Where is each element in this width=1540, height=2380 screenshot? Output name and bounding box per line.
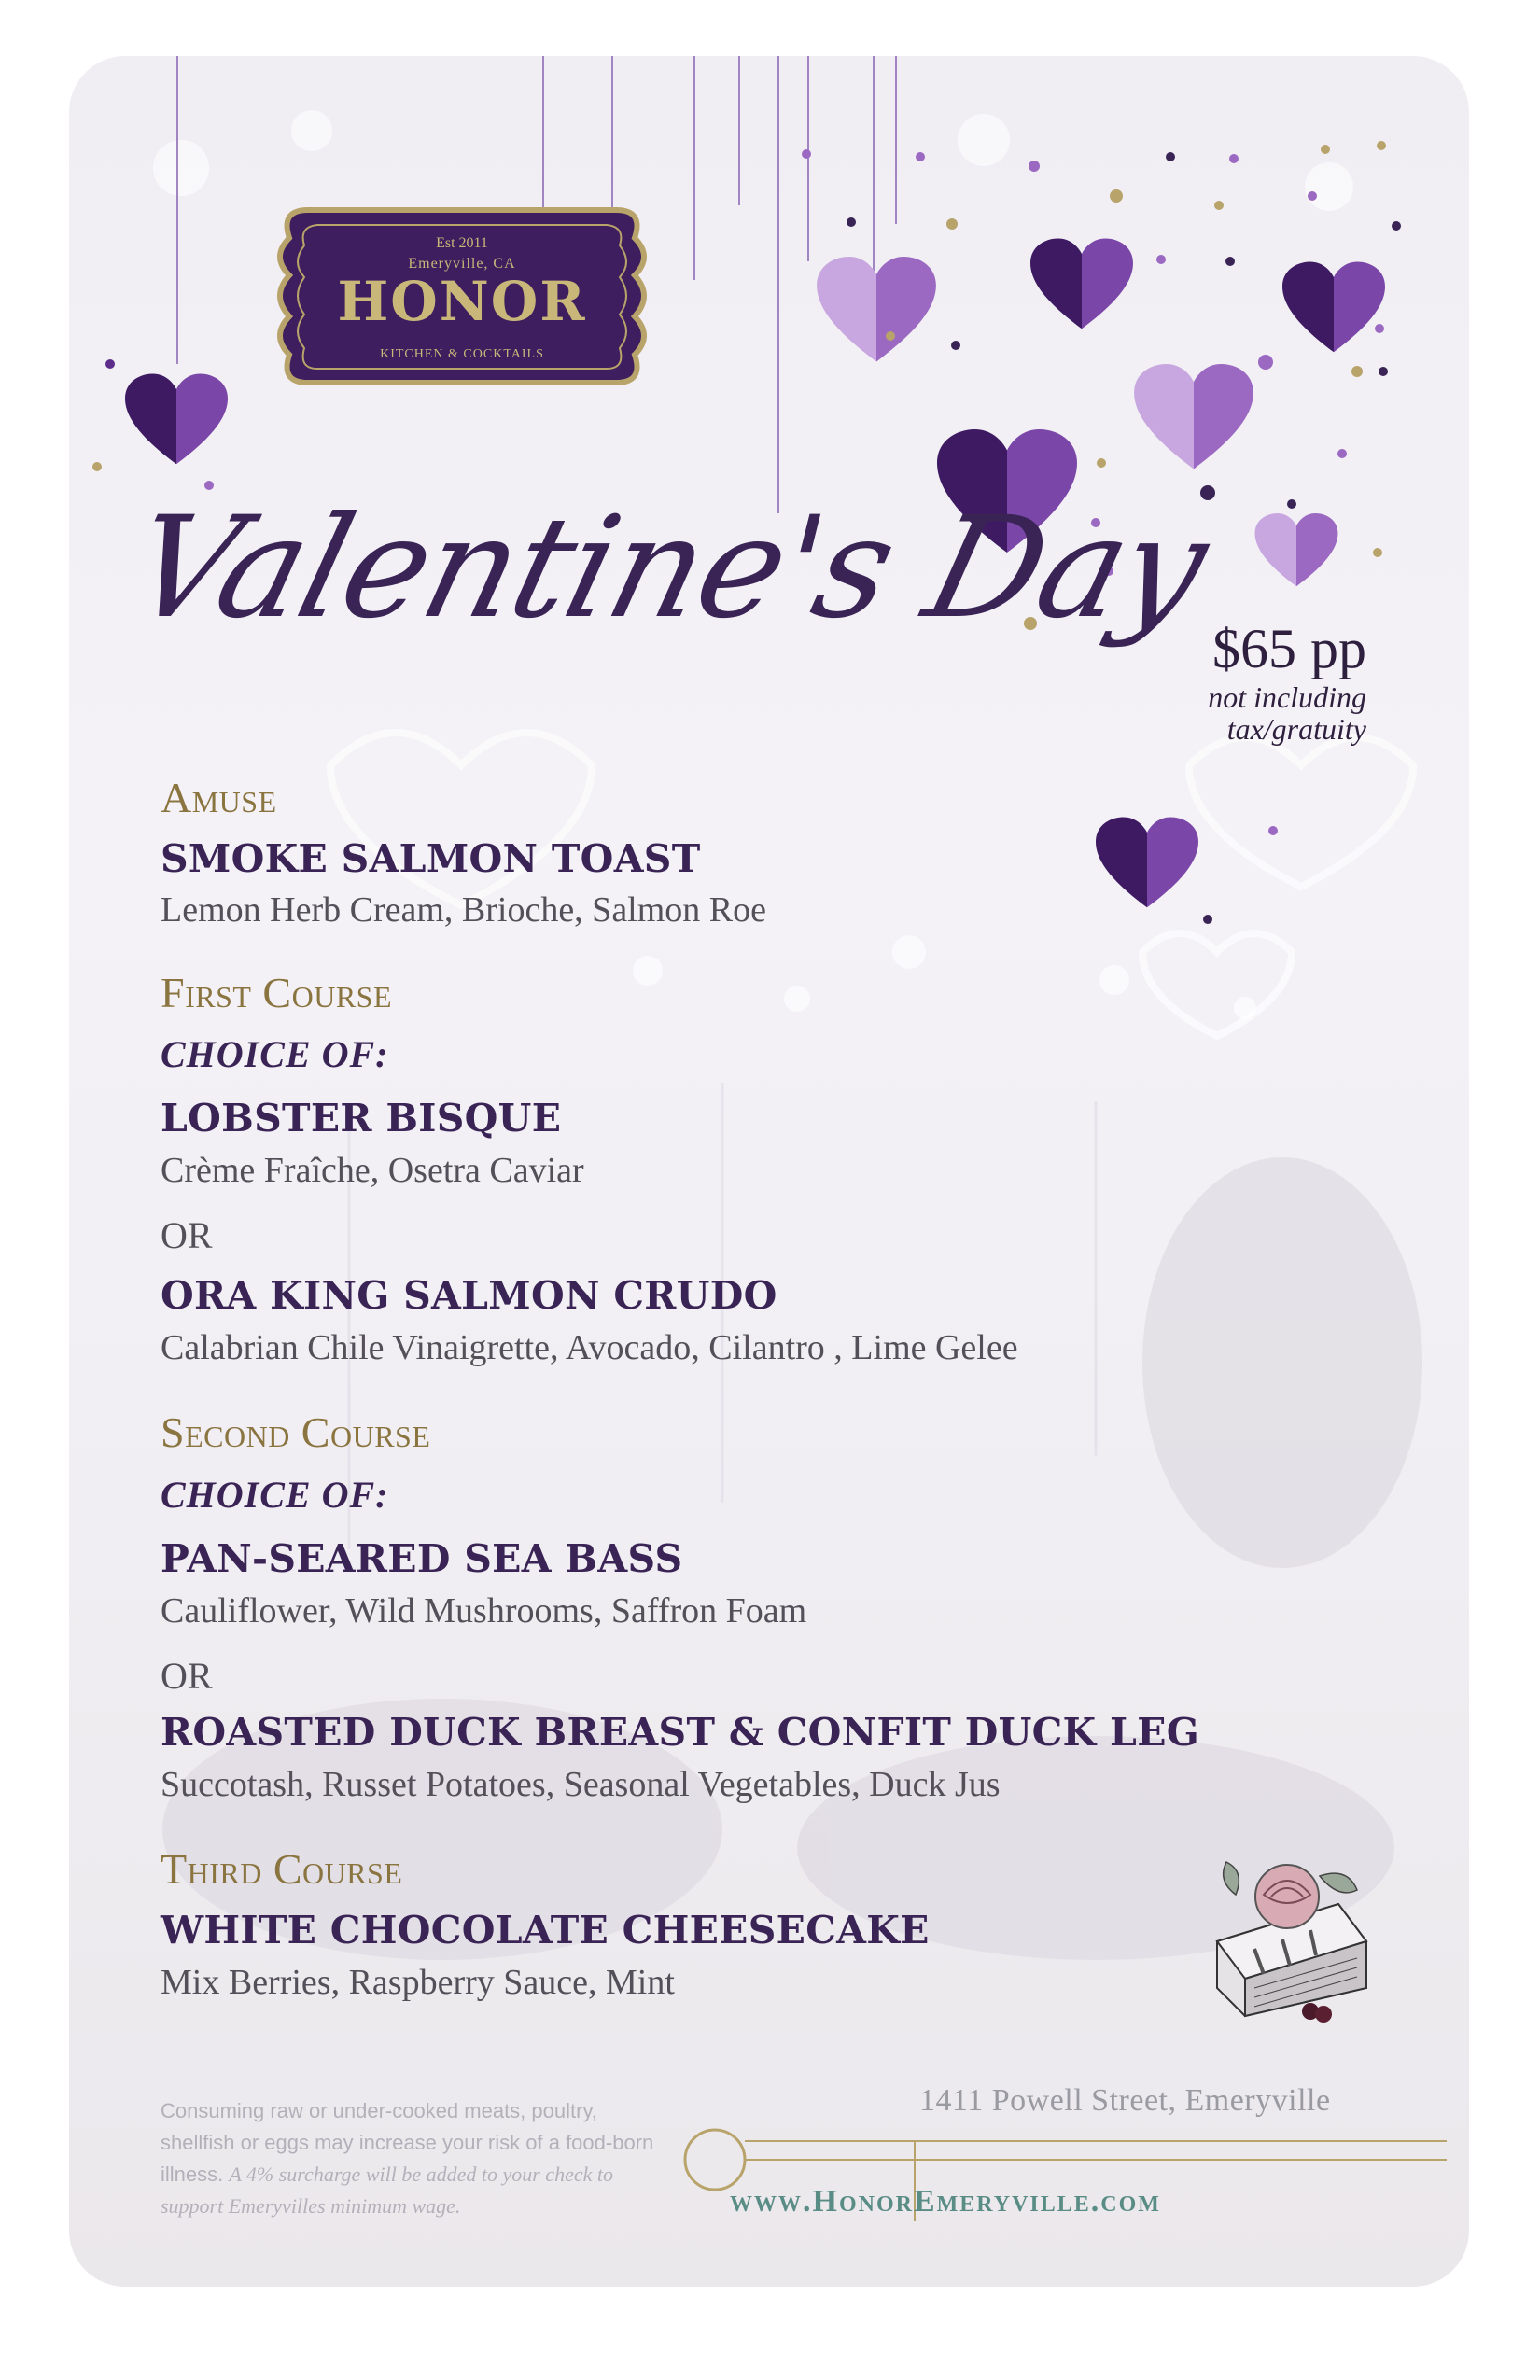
dish-first-option2: ORA KING SALMON CRUDO [161,1273,777,1318]
svg-text:Valentine's Day: Valentine's Day [115,486,1222,650]
desc-second-option2: Succotash, Russet Potatoes, Seasonal Vegetables, Duck Jus [161,1765,1001,1804]
heart-icon [817,257,936,361]
heart-icon [1134,364,1253,469]
cheesecake-illustration [1198,1839,1385,2025]
surcharge-note: A 4% surcharge will be added to your check to support Emeryvilles minimum wage. [161,2163,613,2218]
food-safety-disclaimer: Consuming raw or under-cooked meats, poultry, shellfish or eggs may increase your risk of a food-born illness. [161,2099,654,2186]
valentines-day-title [115,439,1222,700]
heart-icon [1282,262,1385,353]
logo-tagline: KITCHEN & COCKTAILS [380,347,544,361]
desc-third: Mix Berries, Raspberry Sauce, Mint [161,1963,675,2002]
desc-first-option1: Crème Fraîche, Osetra Caviar [161,1151,584,1190]
course-first: First Course [161,969,393,1016]
desc-second-option1: Cauliflower, Wild Mushrooms, Saffron Foam [161,1591,807,1631]
website-link[interactable]: www.HonorEmeryville.com [730,2184,1161,2219]
dish-amuse: SMOKE SALMON TOAST [161,836,701,881]
logo-name: HONOR [337,270,587,333]
desc-first-option2: Calabrian Chile Vinaigrette, Avocado, Cilantro , Lime Gelee [161,1328,1018,1367]
course-amuse: Amuse [161,774,277,821]
dish-first-option1: LOBSTER BISQUE [161,1096,562,1141]
choice-first: CHOICE OF: [161,1033,389,1075]
logo-established: Est 2011 [436,235,488,251]
course-third: Third Course [161,1845,403,1893]
course-second: Second Course [161,1408,431,1456]
price-note-line2: tax/gratuity [1226,712,1366,746]
heart-icon [1255,513,1338,586]
price-note-line1: not including [1208,680,1366,714]
address: 1411 Powell Street, Emeryville [919,2083,1331,2118]
heart-icon [1030,239,1133,329]
dish-second-option1: PAN-SEARED SEA BASS [161,1536,683,1581]
heart-icon [1096,818,1198,908]
logo-city: Emeryville, CA [408,256,516,272]
honor-logo [271,191,653,401]
or-second: OR [161,1655,213,1697]
footer-disclaimer [161,2095,665,2222]
dish-third: WHITE CHOCOLATE CHEESECAKE [161,1908,930,1953]
menu-card [69,56,1469,2287]
dish-second-option2: ROASTED DUCK BREAST & CONFIT DUCK LEG [161,1710,1200,1755]
price-amount: $65 pp [1212,618,1366,679]
choice-second: CHOICE OF: [161,1474,389,1516]
price-block [1208,616,1366,745]
or-first: OR [161,1214,213,1256]
desc-amuse: Lemon Herb Cream, Brioche, Salmon Roe [161,890,767,930]
